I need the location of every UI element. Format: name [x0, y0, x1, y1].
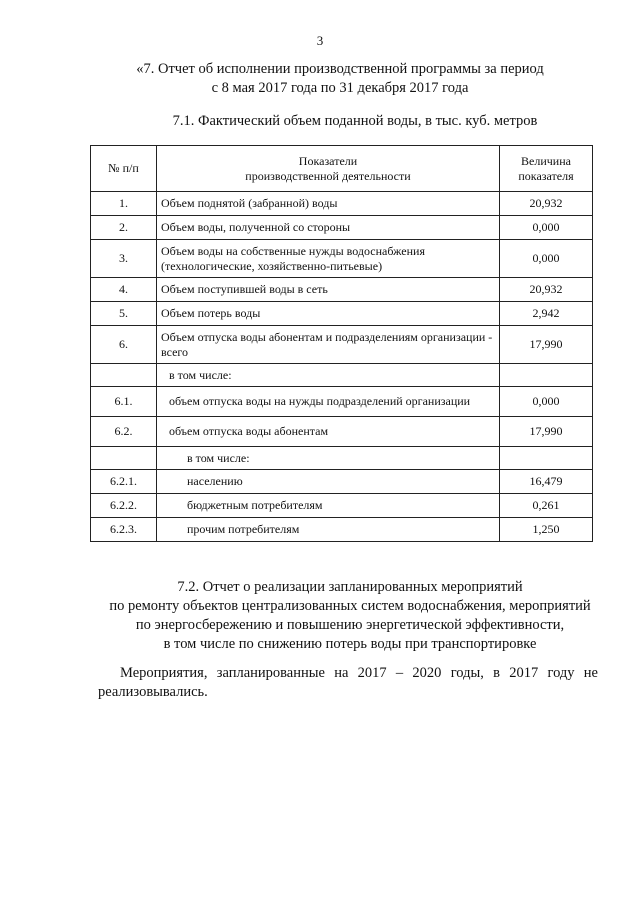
header-value-line2: показателя: [518, 168, 574, 183]
row-num: 6.1.: [91, 387, 157, 417]
row-num: 1.: [91, 192, 157, 216]
report-title: [80, 60, 600, 98]
table-row: [91, 240, 593, 278]
header-indicator-line1: Показатели: [298, 153, 358, 168]
header-value: [500, 146, 593, 192]
table-row: [91, 518, 593, 542]
row-value: 0,261: [500, 494, 593, 518]
row-num: 5.: [91, 302, 157, 326]
row-value: 1,250: [500, 518, 593, 542]
table-row: [91, 417, 593, 447]
row-value: [500, 447, 593, 470]
row-value: 2,942: [500, 302, 593, 326]
row-label: Объем поступившей воды в сеть: [157, 278, 500, 302]
row-num: 2.: [91, 216, 157, 240]
section2-line1: 7.2. Отчет о реализации запланированных мероприятий: [177, 579, 523, 595]
row-value: 0,000: [500, 216, 593, 240]
row-value: 17,990: [500, 417, 593, 447]
row-label: объем отпуска воды на нужды подразделений организации: [157, 387, 500, 417]
table-row: [91, 192, 593, 216]
row-label: Объем воды, полученной со стороны: [157, 216, 500, 240]
row-value: 0,000: [500, 387, 593, 417]
title-line-1: «7. Отчет об исполнении производственной программы за период: [136, 61, 544, 77]
header-value-line1: Величина: [521, 153, 571, 168]
row-num: 6.2.1.: [91, 470, 157, 494]
row-value: 16,479: [500, 470, 593, 494]
table-row: [91, 364, 593, 387]
row-num: 6.2.3.: [91, 518, 157, 542]
header-num: № п/п: [91, 146, 157, 192]
row-num: 6.: [91, 326, 157, 364]
row-num: 4.: [91, 278, 157, 302]
row-label: объем отпуска воды абонентам: [157, 417, 500, 447]
title-line-2: с 8 мая 2017 года по 31 декабря 2017 года: [211, 80, 469, 96]
row-value: 20,932: [500, 192, 593, 216]
row-num: [91, 364, 157, 387]
table-header-row: [91, 146, 593, 192]
table-row: [91, 387, 593, 417]
row-num: 3.: [91, 240, 157, 278]
row-label: прочим потребителям: [157, 518, 500, 542]
header-indicator: [157, 146, 500, 192]
page-number: 3: [316, 33, 324, 48]
table-row: [91, 470, 593, 494]
table-row: [91, 278, 593, 302]
section2-line4: в том числе по снижению потерь воды при транспортировке: [163, 636, 537, 652]
row-value: 0,000: [500, 240, 593, 278]
row-label: Объем поднятой (забранной) воды: [157, 192, 500, 216]
section-7-2-heading: [70, 578, 630, 654]
table-row: [91, 447, 593, 470]
header-indicator-line2: производственной деятельности: [245, 168, 411, 183]
row-num: [91, 447, 157, 470]
row-label: в том числе:: [157, 447, 500, 470]
body-paragraph: Мероприятия, запланированные на 2017 – 2020 годы, в 2017 году не реализовывались.: [98, 665, 598, 700]
section2-line2: по ремонту объектов централизованных систем водоснабжения, мероприятий: [109, 598, 591, 614]
table-row: [91, 326, 593, 364]
row-label: Объем отпуска воды абонентам и подразделениям организации - всего: [157, 326, 500, 364]
table-row: [91, 494, 593, 518]
row-value: 20,932: [500, 278, 593, 302]
row-label: населению: [157, 470, 500, 494]
row-label: Объем воды на собственные нужды водоснабжения (технологические, хозяйственно-питьевые): [157, 240, 500, 278]
table-subtitle: 7.1. Фактический объем поданной воды, в тыс. куб. метров: [172, 113, 538, 129]
row-label: в том числе:: [157, 364, 500, 387]
row-num: 6.2.: [91, 417, 157, 447]
table-row: [91, 302, 593, 326]
row-label: бюджетным потребителям: [157, 494, 500, 518]
row-label: Объем потерь воды: [157, 302, 500, 326]
table-row: [91, 216, 593, 240]
row-num: 6.2.2.: [91, 494, 157, 518]
row-value: 17,990: [500, 326, 593, 364]
row-value: [500, 364, 593, 387]
water-volume-table: [90, 145, 593, 542]
section2-line3: по энергосбережению и повышению энергетической эффективности,: [135, 617, 565, 633]
